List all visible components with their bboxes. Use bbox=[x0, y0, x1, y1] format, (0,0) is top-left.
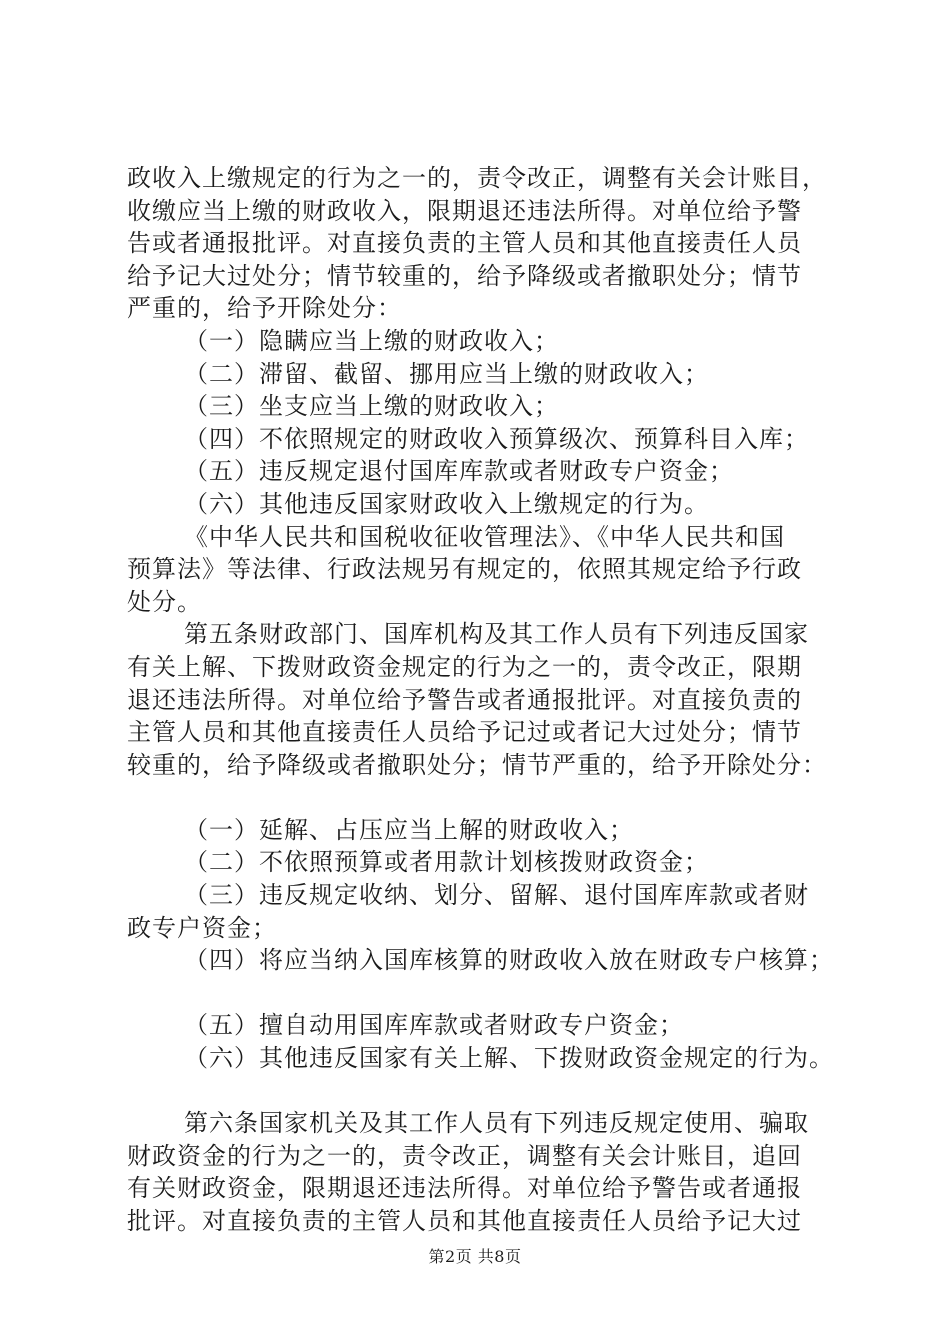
text-line: 告或者通报批评。对直接负责的主管人员和其他直接责任人员 bbox=[127, 229, 802, 258]
text-line: 给予记大过处分；情节较重的，给予降级或者撤职处分；情节 bbox=[127, 261, 802, 290]
document-body bbox=[127, 162, 847, 1238]
list-item: （五）违反规定退付国库库款或者财政专户资金； bbox=[184, 457, 734, 486]
text-line: 批评。对直接负责的主管人员和其他直接责任人员给予记大过 bbox=[127, 1207, 802, 1235]
article-six-start: 第六条国家机关及其工作人员有下列违反规定使用、骗取 bbox=[184, 1109, 809, 1138]
article-five-start: 第五条财政部门、国库机构及其工作人员有下列违反国家 bbox=[184, 620, 809, 649]
list-item: （三）坐支应当上缴的财政收入； bbox=[184, 392, 559, 421]
text-line: 退还违法所得。对单位给予警告或者通报批评。对直接负责的 bbox=[127, 685, 802, 714]
text-line: 较重的，给予降级或者撤职处分；情节严重的，给予开除处分： bbox=[127, 750, 827, 779]
text-line: 主管人员和其他直接责任人员给予记过或者记大过处分；情节 bbox=[127, 718, 802, 747]
list-item: （二）不依照预算或者用款计划核拨财政资金； bbox=[184, 848, 709, 877]
list-item: （一）延解、占压应当上解的财政收入； bbox=[184, 815, 634, 844]
text-line: 政收入上缴规定的行为之一的，责令改正，调整有关会计账目， bbox=[127, 164, 827, 192]
blank-line bbox=[127, 1075, 847, 1108]
text-line: 财政资金的行为之一的，责令改正，调整有关会计账目，追回 bbox=[127, 1141, 802, 1170]
paragraph-start: 《中华人民共和国税收征收管理法》、《中华人民共和国 bbox=[184, 522, 785, 551]
list-item: （六）其他违反国家财政收入上缴规定的行为。 bbox=[184, 489, 709, 518]
blank-line bbox=[127, 781, 847, 814]
list-item: （四）不依照规定的财政收入预算级次、预算科目入库； bbox=[184, 424, 809, 453]
list-item: （二）滞留、截留、挪用应当上缴的财政收入； bbox=[184, 359, 709, 388]
list-item: （六）其他违反国家有关上解、下拨财政资金规定的行为。 bbox=[184, 1044, 834, 1073]
text-line: 有关上解、下拨财政资金规定的行为之一的，责令改正，限期 bbox=[127, 652, 802, 681]
text-line: 处分。 bbox=[127, 587, 202, 616]
text-line: 预算法》等法律、行政法规另有规定的，依照其规定给予行政 bbox=[127, 555, 802, 584]
text-line: 严重的，给予开除处分： bbox=[127, 294, 402, 323]
list-item: （五）擅自动用国库库款或者财政专户资金； bbox=[184, 1011, 684, 1040]
list-item: （四）将应当纳入国库核算的财政收入放在财政专户核算； bbox=[184, 946, 834, 975]
list-item: （一）隐瞒应当上缴的财政收入； bbox=[184, 326, 559, 355]
list-item: （三）违反规定收纳、划分、留解、退付国库库款或者财 bbox=[184, 881, 809, 910]
blank-line bbox=[127, 977, 847, 1010]
text-line: 政专户资金； bbox=[127, 913, 277, 942]
text-line: 有关财政资金，限期退还违法所得。对单位给予警告或者通报 bbox=[127, 1174, 802, 1203]
page-number-footer: 第2页 共8页 bbox=[428, 1247, 522, 1266]
text-line: 收缴应当上缴的财政收入，限期退还违法所得。对单位给予警 bbox=[127, 196, 802, 225]
